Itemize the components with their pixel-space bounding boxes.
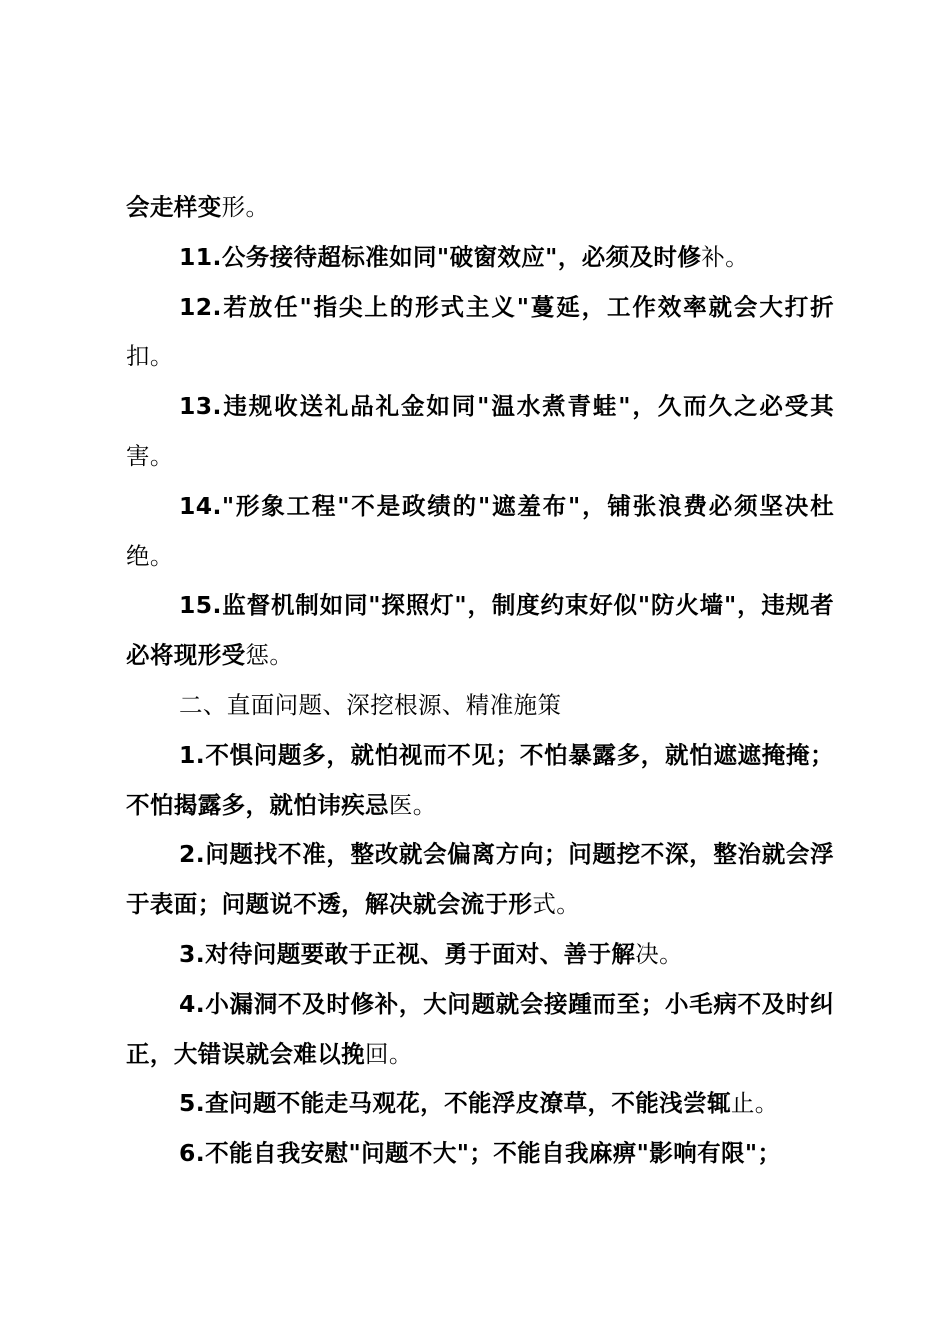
paragraph-5-normal: 惩。 [245,641,294,670]
paragraph-8-bold: 2.问题找不准，整改就会偏离方向；问题挖不深，整治就会浮于表面；问题说不透，解决就会流于形 [126,840,834,919]
paragraph-11-bold: 5.查问题不能走马观花，不能浮皮潦草，不能浅尝辄 [179,1089,731,1118]
paragraph-2 [126,283,834,383]
paragraph-6-normal: 二、直面问题、深挖根源、精准施策 [179,690,562,719]
paragraph-4-bold: 14."形象工程"不是政绩的"遮羞布"，铺张浪费必须坚决杜 [179,491,834,520]
paragraph-1 [126,233,834,283]
paragraph-7-normal: 医。 [388,790,437,819]
paragraph-5-bold: 15.监督机制如同"探照灯"，制度约束好似"防火墙"，违规者必将现形受 [126,591,834,670]
paragraph-3 [126,382,834,482]
paragraph-0 [126,183,834,233]
paragraph-1-bold: 11.公务接待超标准如同"破窗效应"，必须及时修 [179,242,702,271]
paragraph-9 [126,930,834,980]
paragraph-10-bold: 4.小漏洞不及时修补，大问题就会接踵而至；小毛病不及时纠正，大错误就会难以挽 [126,989,834,1068]
paragraph-11-normal: 止。 [730,1089,779,1118]
paragraph-0-bold: 会走样变 [126,193,222,221]
paragraph-12-bold: 6.不能自我安慰"问题不大"；不能自我麻痹"影响有限"； [179,1139,782,1168]
paragraph-5 [126,581,834,681]
paragraph-2-normal: 扣。 [126,342,174,371]
paragraph-8-normal: 式。 [532,890,581,919]
paragraph-4 [126,482,834,582]
paragraph-3-bold: 13.违规收送礼品礼金如同"温水煮青蛙"，久而久之必受其 [179,392,834,421]
section-heading [126,681,834,731]
paragraph-8 [126,830,834,930]
paragraph-12 [126,1129,834,1179]
paragraph-10 [126,980,834,1080]
paragraph-2-bold: 12.若放任"指尖上的形式主义"蔓延，工作效率就会大打折 [179,292,834,321]
paragraph-9-normal: 决。 [635,939,684,968]
paragraph-10-normal: 回。 [365,1039,413,1068]
paragraph-7 [126,731,834,831]
paragraph-0-normal: 形。 [221,193,270,221]
paragraph-11 [126,1079,834,1129]
paragraph-4-normal: 绝。 [126,541,174,570]
document-body [126,183,834,1179]
paragraph-1-normal: 补。 [701,242,750,271]
paragraph-7-bold: 1.不惧问题多，就怕视而不见；不怕暴露多，就怕遮遮掩掩；不怕揭露多，就怕讳疾忌 [126,740,834,819]
paragraph-9-bold: 3.对待问题要敢于正视、勇于面对、善于解 [179,939,636,968]
paragraph-3-normal: 害。 [126,441,174,470]
